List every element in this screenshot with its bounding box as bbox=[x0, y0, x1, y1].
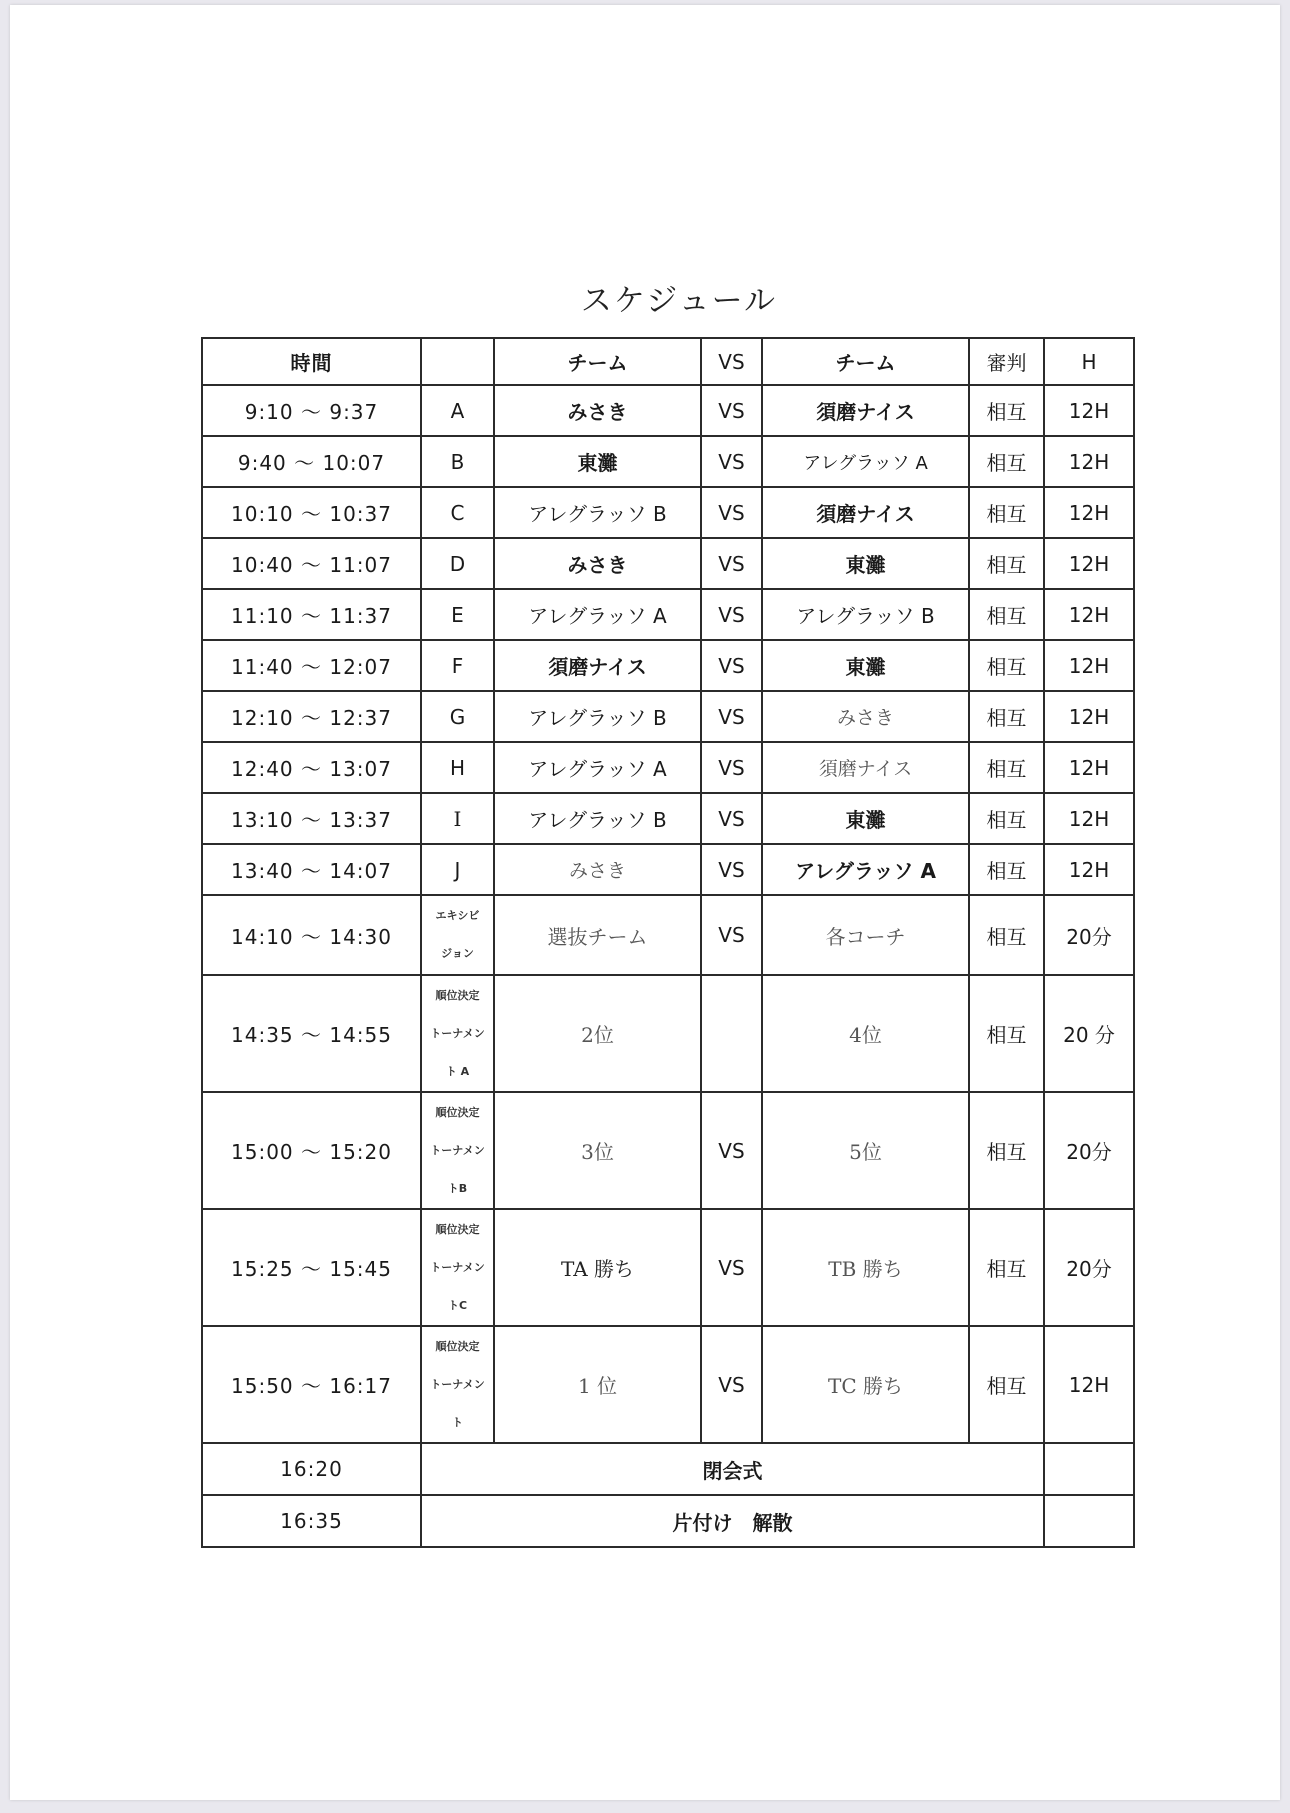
table-row bbox=[202, 742, 1134, 793]
vs-label: VS bbox=[701, 793, 762, 844]
match-code bbox=[421, 1092, 494, 1209]
referee: 相互 bbox=[969, 1326, 1044, 1443]
duration: 12H bbox=[1044, 436, 1134, 487]
header-time: 時間 bbox=[202, 338, 421, 385]
code-line: トーナメン bbox=[430, 1143, 485, 1157]
vs-label: VS bbox=[701, 640, 762, 691]
referee: 相互 bbox=[969, 975, 1044, 1092]
tournament-row bbox=[202, 1209, 1134, 1326]
vs-label: VS bbox=[701, 844, 762, 895]
team2: アレグラッソ B bbox=[762, 589, 969, 640]
team1: 選抜チーム bbox=[494, 895, 701, 975]
team2: 東灘 bbox=[762, 793, 969, 844]
match-time: 9:40 〜 10:07 bbox=[202, 436, 421, 487]
event-label: 片付け 解散 bbox=[421, 1495, 1044, 1547]
referee: 相互 bbox=[969, 691, 1044, 742]
vs-label: VS bbox=[701, 538, 762, 589]
referee: 相互 bbox=[969, 1092, 1044, 1209]
match-time: 12:10 〜 12:37 bbox=[202, 691, 421, 742]
team1: 東灘 bbox=[494, 436, 701, 487]
table-row bbox=[202, 844, 1134, 895]
duration: 12H bbox=[1044, 640, 1134, 691]
team1: 2位 bbox=[494, 975, 701, 1092]
tournament-row bbox=[202, 1092, 1134, 1209]
match-time: 12:40 〜 13:07 bbox=[202, 742, 421, 793]
table-row bbox=[202, 385, 1134, 436]
team2: TC 勝ち bbox=[762, 1326, 969, 1443]
match-time: 15:00 〜 15:20 bbox=[202, 1092, 421, 1209]
vs-label: VS bbox=[701, 385, 762, 436]
vs-label: VS bbox=[701, 1326, 762, 1443]
exhibition-row bbox=[202, 895, 1134, 975]
referee: 相互 bbox=[969, 487, 1044, 538]
code-line: トB bbox=[447, 1181, 468, 1195]
vs-label: VS bbox=[701, 436, 762, 487]
team1: 3位 bbox=[494, 1092, 701, 1209]
closing-row bbox=[202, 1443, 1134, 1495]
vs-label: VS bbox=[701, 895, 762, 975]
header-code bbox=[421, 338, 494, 385]
team2: アレグラッソ A bbox=[762, 436, 969, 487]
header-referee: 審判 bbox=[969, 338, 1044, 385]
duration: 12H bbox=[1044, 385, 1134, 436]
match-time: 13:10 〜 13:37 bbox=[202, 793, 421, 844]
event-label: 閉会式 bbox=[421, 1443, 1044, 1495]
vs-label: VS bbox=[701, 1209, 762, 1326]
code-line: ジョン bbox=[441, 947, 474, 960]
match-time: 14:10 〜 14:30 bbox=[202, 895, 421, 975]
team2: 須磨ナイス bbox=[762, 742, 969, 793]
match-time: 13:40 〜 14:07 bbox=[202, 844, 421, 895]
team1: アレグラッソ B bbox=[494, 487, 701, 538]
code-line: エキシビ bbox=[435, 909, 480, 922]
team1: アレグラッソ A bbox=[494, 742, 701, 793]
code-line: ト bbox=[452, 1415, 463, 1429]
header-team1: チーム bbox=[494, 338, 701, 385]
team2: TB 勝ち bbox=[762, 1209, 969, 1326]
event-extra bbox=[1044, 1495, 1134, 1547]
header-team2: チーム bbox=[762, 338, 969, 385]
event-time: 16:35 bbox=[202, 1495, 421, 1547]
tournament-row bbox=[202, 1326, 1134, 1443]
table-header-row bbox=[202, 338, 1134, 385]
team1: 1 位 bbox=[494, 1326, 701, 1443]
team2: 5位 bbox=[762, 1092, 969, 1209]
team2: 須磨ナイス bbox=[762, 487, 969, 538]
closing-row bbox=[202, 1495, 1134, 1547]
code-line: 順位決定 bbox=[435, 1222, 480, 1236]
duration: 20分 bbox=[1044, 1092, 1134, 1209]
team2: みさき bbox=[762, 691, 969, 742]
duration: 20分 bbox=[1044, 895, 1134, 975]
code-line: 順位決定 bbox=[435, 988, 480, 1002]
duration: 12H bbox=[1044, 487, 1134, 538]
table-row bbox=[202, 538, 1134, 589]
referee: 相互 bbox=[969, 1209, 1044, 1326]
match-code: C bbox=[421, 487, 494, 538]
schedule-table bbox=[201, 337, 1135, 1548]
table-row bbox=[202, 793, 1134, 844]
page-title: スケジュール bbox=[580, 283, 778, 319]
team1: みさき bbox=[494, 385, 701, 436]
vs-label: VS bbox=[701, 742, 762, 793]
referee: 相互 bbox=[969, 742, 1044, 793]
duration: 12H bbox=[1044, 691, 1134, 742]
referee: 相互 bbox=[969, 436, 1044, 487]
code-line: 順位決定 bbox=[435, 1339, 480, 1353]
team1: アレグラッソ B bbox=[494, 691, 701, 742]
team2: 須磨ナイス bbox=[762, 385, 969, 436]
match-time: 9:10 〜 9:37 bbox=[202, 385, 421, 436]
match-code: A bbox=[421, 385, 494, 436]
match-code: D bbox=[421, 538, 494, 589]
match-code: B bbox=[421, 436, 494, 487]
table-row bbox=[202, 640, 1134, 691]
vs-label: VS bbox=[701, 487, 762, 538]
code-line: トC bbox=[447, 1298, 468, 1312]
table-row bbox=[202, 691, 1134, 742]
match-code: I bbox=[421, 793, 494, 844]
code-line: トーナメン bbox=[430, 1026, 485, 1040]
duration: 12H bbox=[1044, 844, 1134, 895]
referee: 相互 bbox=[969, 538, 1044, 589]
referee: 相互 bbox=[969, 589, 1044, 640]
duration: 12H bbox=[1044, 589, 1134, 640]
referee: 相互 bbox=[969, 895, 1044, 975]
team1: TA 勝ち bbox=[494, 1209, 701, 1326]
team2: 各コーチ bbox=[762, 895, 969, 975]
match-code: J bbox=[421, 844, 494, 895]
table-row bbox=[202, 589, 1134, 640]
match-code: H bbox=[421, 742, 494, 793]
match-code: F bbox=[421, 640, 494, 691]
vs-label: VS bbox=[701, 691, 762, 742]
code-line: トーナメン bbox=[430, 1377, 485, 1391]
table-row bbox=[202, 487, 1134, 538]
match-code bbox=[421, 975, 494, 1092]
match-time: 11:40 〜 12:07 bbox=[202, 640, 421, 691]
header-duration: H bbox=[1044, 338, 1134, 385]
code-line: ト A bbox=[445, 1064, 470, 1078]
match-code: G bbox=[421, 691, 494, 742]
match-code: E bbox=[421, 589, 494, 640]
team1: みさき bbox=[494, 538, 701, 589]
match-time: 15:50 〜 16:17 bbox=[202, 1326, 421, 1443]
duration: 12H bbox=[1044, 1326, 1134, 1443]
code-line: 順位決定 bbox=[435, 1105, 480, 1119]
team2: 東灘 bbox=[762, 640, 969, 691]
referee: 相互 bbox=[969, 793, 1044, 844]
duration: 20 分 bbox=[1044, 975, 1134, 1092]
table-row bbox=[202, 436, 1134, 487]
team1: アレグラッソ A bbox=[494, 589, 701, 640]
event-extra bbox=[1044, 1443, 1134, 1495]
tournament-row bbox=[202, 975, 1134, 1092]
duration: 12H bbox=[1044, 793, 1134, 844]
vs-label bbox=[701, 975, 762, 1092]
event-time: 16:20 bbox=[202, 1443, 421, 1495]
match-code bbox=[421, 895, 494, 975]
match-time: 10:10 〜 10:37 bbox=[202, 487, 421, 538]
match-time: 14:35 〜 14:55 bbox=[202, 975, 421, 1092]
header-vs: VS bbox=[701, 338, 762, 385]
team2: アレグラッソ A bbox=[762, 844, 969, 895]
referee: 相互 bbox=[969, 385, 1044, 436]
team2: 4位 bbox=[762, 975, 969, 1092]
team2: 東灘 bbox=[762, 538, 969, 589]
team1: アレグラッソ B bbox=[494, 793, 701, 844]
duration: 20分 bbox=[1044, 1209, 1134, 1326]
match-time: 15:25 〜 15:45 bbox=[202, 1209, 421, 1326]
duration: 12H bbox=[1044, 742, 1134, 793]
team1: みさき bbox=[494, 844, 701, 895]
code-line: トーナメン bbox=[430, 1260, 485, 1274]
document-page bbox=[10, 5, 1280, 1800]
match-time: 10:40 〜 11:07 bbox=[202, 538, 421, 589]
vs-label: VS bbox=[701, 589, 762, 640]
match-code bbox=[421, 1209, 494, 1326]
match-code bbox=[421, 1326, 494, 1443]
team1: 須磨ナイス bbox=[494, 640, 701, 691]
duration: 12H bbox=[1044, 538, 1134, 589]
referee: 相互 bbox=[969, 640, 1044, 691]
vs-label: VS bbox=[701, 1092, 762, 1209]
referee: 相互 bbox=[969, 844, 1044, 895]
match-time: 11:10 〜 11:37 bbox=[202, 589, 421, 640]
